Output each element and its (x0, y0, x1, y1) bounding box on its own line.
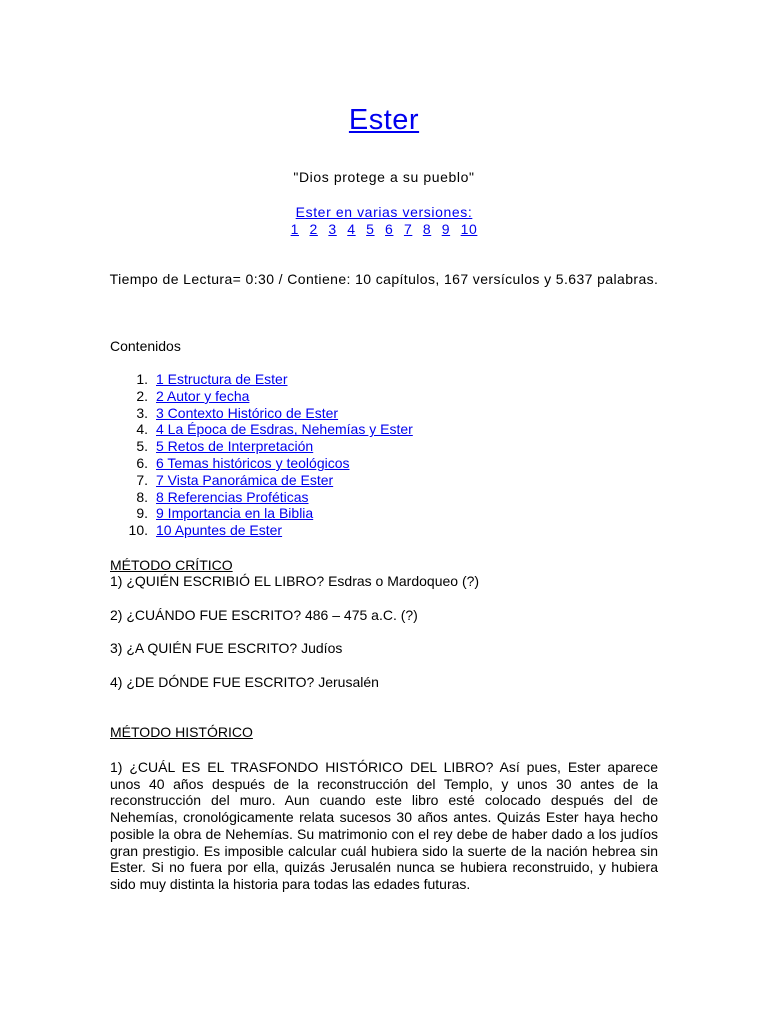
version-link-3[interactable]: 3 (328, 221, 337, 237)
toc-link-contexto-historico[interactable]: 3 Contexto Histórico de Ester (156, 404, 339, 421)
toc-item (110, 421, 413, 438)
toc-item (110, 371, 413, 388)
title-link[interactable]: Ester (348, 104, 420, 136)
versions-label-link[interactable]: Ester en varias versiones: (295, 204, 473, 220)
toc-link-temas[interactable]: 6 Temas históricos y teológicos (156, 454, 350, 471)
question-author: 1) ¿QUIÉN ESCRIBIÓ EL LIBRO? Esdras o Mardoqueo (?) (110, 573, 480, 589)
toc-link-vista-panoramica[interactable]: 7 Vista Panorámica de Ester (156, 471, 334, 488)
version-link-9[interactable]: 9 (441, 221, 451, 237)
toc-link-referencias[interactable]: 8 Referencias Proféticas (156, 488, 309, 505)
toc-item-number: 3. (136, 404, 148, 421)
version-link-8[interactable]: 8 (422, 221, 432, 237)
version-link-1[interactable]: 1 (290, 221, 299, 237)
versions-label[interactable] (0, 203, 768, 221)
metodo-historico-heading: MÉTODO HISTÓRICO (110, 724, 253, 740)
toc-item (110, 522, 413, 539)
version-link-6[interactable]: 6 (385, 221, 394, 237)
toc-link-importancia[interactable]: 9 Importancia en la Biblia (156, 505, 314, 522)
toc-link-apuntes[interactable]: 10 Apuntes de Ester (156, 522, 283, 539)
toc-item-number: 5. (136, 438, 148, 455)
toc-item (110, 405, 413, 422)
toc-item-number: 6. (136, 454, 148, 471)
reading-info: Tiempo de Lectura= 0:30 / Contiene: 10 capítulos, 167 versículos y 5.637 palabras. (109, 271, 659, 287)
version-link-7[interactable]: 7 (403, 221, 413, 237)
metodo-critico-heading: MÉTODO CRÍTICO (110, 557, 233, 573)
question-audience: 3) ¿A QUIÉN FUE ESCRITO? Judíos (110, 640, 343, 656)
toc-item-number: 7. (136, 471, 148, 488)
toc-item (110, 505, 413, 522)
toc-item-number: 1. (136, 371, 148, 387)
toc-item (110, 388, 413, 405)
table-of-contents (110, 371, 413, 539)
toc-item-number: 2. (136, 387, 148, 404)
version-link-4[interactable]: 4 (347, 221, 356, 237)
toc-item (110, 472, 413, 489)
version-link-2[interactable]: 2 (309, 221, 318, 237)
version-link-10[interactable]: 10 (460, 221, 478, 237)
toc-link-retos[interactable]: 5 Retos de Interpretación (156, 438, 314, 455)
historical-background-paragraph: 1) ¿CUÁL ES EL TRASFONDO HISTÓRICO DEL LIBRO? Así pues, Ester aparece unos 40 años después de la reconstrucción del Templo, y unos 30 antes de la reconstrucción del muro. Aun cuando este libro esté colocado después del de Nehemías, cronológicamente relata sucesos 30 años antes. Quizás Ester haya hecho posible la obra de Nehemías. Su matrimonio con el rey debe de haber dado a los judíos gran prestigio. Es imposible calcular cuál hubiera sido la suerte de la nación hebrea sin Ester. Si no fuera por ella, quizás Jerusalén nunca se hubiera reconstruido, y hubiera sido muy distinta la historia para todas las edades futuras. (110, 759, 658, 892)
toc-link-epoca[interactable]: 4 La Época de Esdras, Nehemías y Ester (156, 421, 413, 438)
toc-item (110, 489, 413, 506)
versions-links (0, 220, 768, 238)
question-place: 4) ¿DE DÓNDE FUE ESCRITO? Jerusalén (110, 674, 379, 690)
toc-item-number: 10. (128, 522, 148, 539)
page-title[interactable] (0, 100, 768, 140)
question-date: 2) ¿CUÁNDO FUE ESCRITO? 486 – 475 a.C. (?) (110, 607, 418, 623)
toc-item-number: 8. (136, 488, 148, 505)
toc-heading: Contenidos (110, 338, 181, 354)
toc-link-estructura[interactable]: 1 Estructura de Ester (156, 371, 288, 387)
subtitle: "Dios protege a su pueblo" (293, 169, 475, 185)
toc-item (110, 455, 413, 472)
toc-item-number: 9. (136, 505, 148, 522)
toc-item (110, 438, 413, 455)
toc-link-autor-fecha[interactable]: 2 Autor y fecha (156, 387, 250, 404)
version-link-5[interactable]: 5 (366, 221, 375, 237)
toc-item-number: 4. (136, 421, 148, 438)
